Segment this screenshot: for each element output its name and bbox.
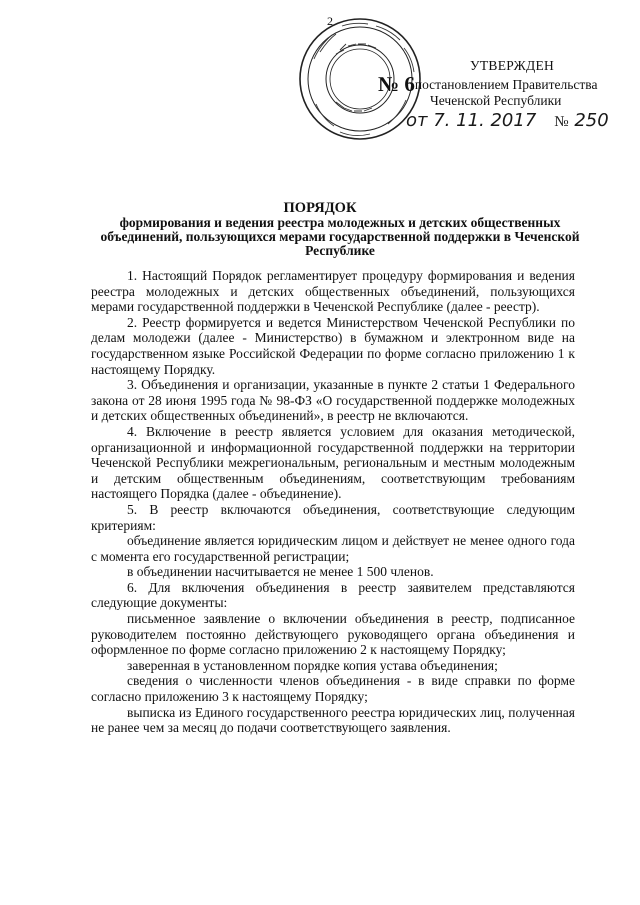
paragraph: заверенная в установленном порядке копия устава объединения; [127, 657, 498, 673]
approval-number-label: № [554, 114, 569, 130]
paragraph: 5. В реестр включаются объединения, соответствующие следующим критериям: [91, 501, 575, 533]
paragraph: 4. Включение в реестр является условием для оказания методической, организационной и информационной государственной поддержки на территории Чеченской Республики межрегиональным, региональным и местным молодежным и детским общественным объединениям, соответствующим требованиям настоящего Порядка (далее - объединение). [91, 423, 575, 502]
paragraph: 6. Для включения объединения в реестр заявителем представляются следующие документы: [91, 579, 575, 611]
document-title: ПОРЯДОК [283, 200, 357, 216]
document-body [91, 268, 575, 736]
approval-line-2 [378, 72, 609, 96]
paragraph: в объединении насчитывается не менее 1 500 членов. [127, 564, 434, 580]
paragraph: письменное заявление о включении объединения в реестр, подписанное руководителем постоянно действующего руководящего органа объединения и оформленное по форме согласно приложению 2 к настоящему Порядку; [91, 611, 575, 658]
paragraph: 1. Настоящий Порядок регламентирует процедуру формирования и ведения реестра молодежных и детских общественных объединений, пользующихся мерами государственной поддержки в Чеченской Республике (далее - реестр). [91, 268, 575, 315]
paragraph: выписка из Единого государственного реестра юридических лиц, полученная не ранее чем за месяц до подачи соответствующего заявления. [91, 704, 575, 736]
approval-republic: Чеченской Республики [430, 93, 562, 108]
approval-block [378, 58, 609, 130]
approval-number-value: 250 [574, 110, 609, 131]
paragraph: сведения о численности членов объединения - в виде справки по форме согласно приложению 3 к настоящему Порядку; [91, 673, 575, 705]
paragraph: 3. Объединения и организации, указанные в пункте 2 статьи 1 Федерального закона от 28 июня 1995 года № 98-ФЗ «О государственной поддержке молодежных и детских общественных объединений», в реестр не включаются. [91, 377, 575, 424]
document-subtitle: формирования и ведения реестра молодежных и детских общественных объединений, пользующихся мерами государственной поддержки в Чеченской Республике [100, 215, 580, 258]
approval-resolution-text: постановлением Правительства [414, 77, 598, 92]
paragraph: объединение является юридическим лицом и действует не менее одного года с момента его государственной регистрации; [91, 533, 575, 564]
approval-date: от 7. 11. 2017 [406, 110, 537, 131]
page-number: 2 [327, 14, 333, 28]
approval-date-line [378, 110, 609, 131]
approval-handwritten-number: № 6 [378, 72, 415, 96]
paragraph: 2. Реестр формируется и ведется Министерством Чеченской Республики по делам молодежи (далее - Министерство) в бумажном и электронном виде на государственном языке Российской Федерации по форме согласно приложению 1 к настоящему Порядку. [91, 314, 575, 377]
approval-title: УТВЕРЖДЕН [470, 58, 555, 73]
